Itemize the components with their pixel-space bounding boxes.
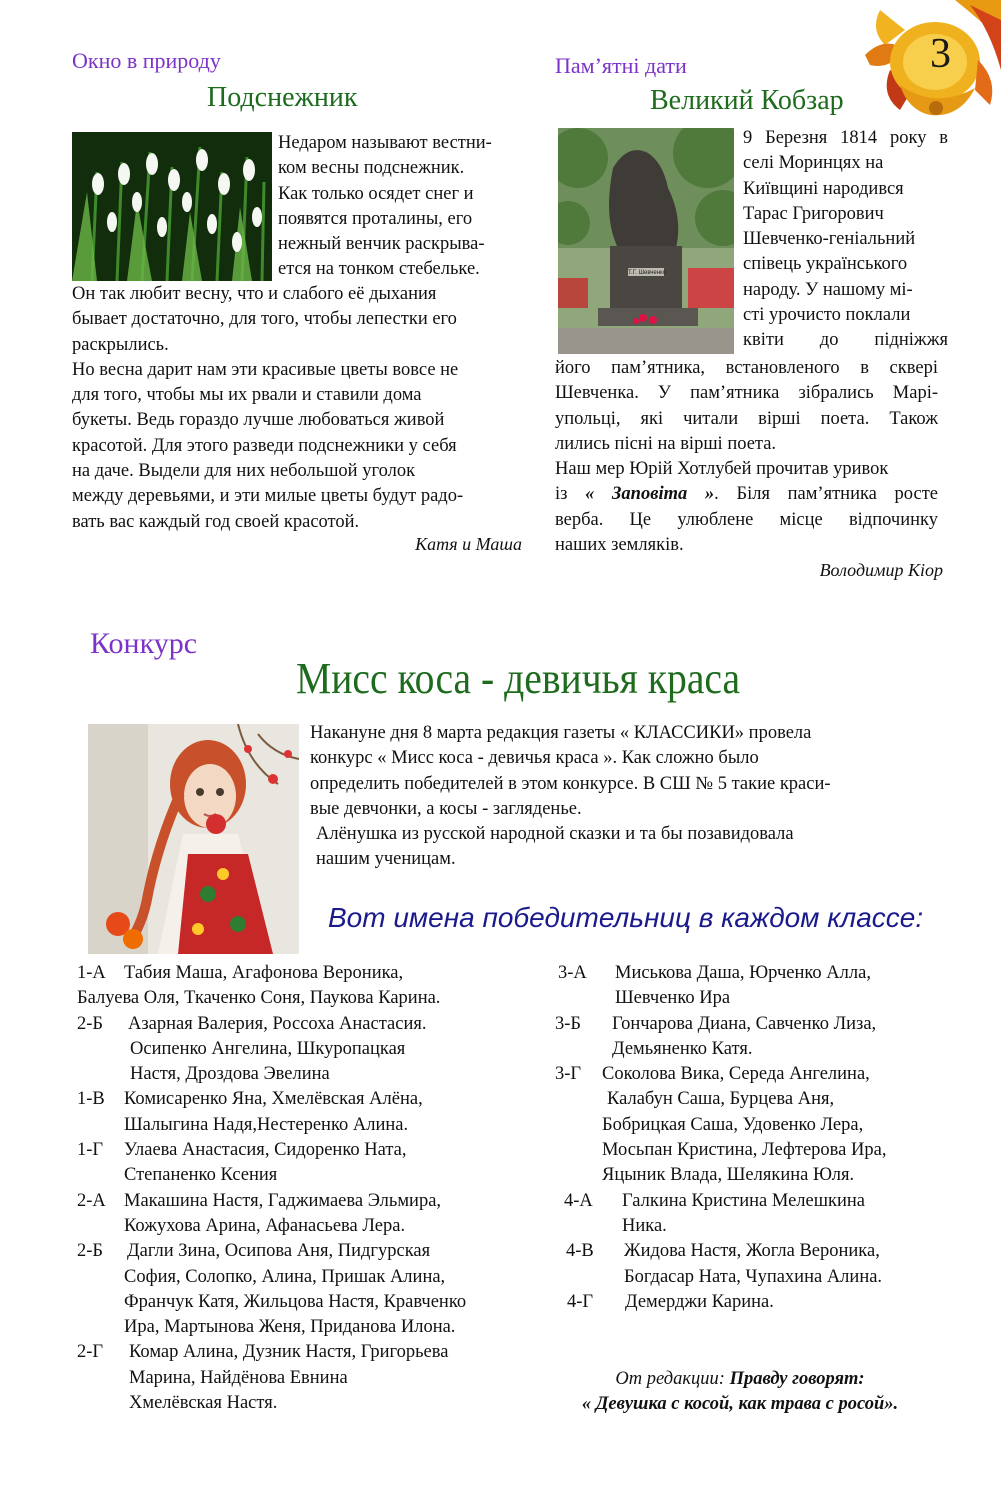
shevchenko-monument-photo <box>558 128 734 354</box>
winner-names-line: Шевченко Ира <box>615 988 731 1009</box>
class-label: 4-Г <box>567 1291 594 1312</box>
winners-heading: Вот имена победительниц в каждом классе: <box>328 902 924 933</box>
proverb: « Девушка с косой, как трава с росой». <box>581 1394 899 1415</box>
zapovit-suffix: . Біля пам’ятника росте <box>714 484 939 505</box>
snowdrop-line: красотой. Для этого разведи подснежники у себя <box>72 435 457 456</box>
winners-row <box>555 1062 945 1188</box>
winner-names-line: Франчук Катя, Жильцова Настя, Кравченко <box>124 1291 467 1312</box>
class-label: 1-В <box>77 1089 105 1110</box>
kobzar-line: наших земляків. <box>555 535 684 556</box>
winner-names-line: Макашина Настя, Гаджимаева Эльмира, <box>124 1190 442 1211</box>
winner-names-line: Осипенко Ангелина, Шкуропацкая <box>130 1038 406 1059</box>
winners-row <box>77 1340 537 1416</box>
contest-alyonushka-line: Алёнушка из русской народной сказки и та бы позавидовала <box>316 824 794 845</box>
winner-names-line: Ира, Мартынова Женя, Приданова Илона. <box>124 1317 456 1338</box>
contest-intro-line: вые девчонки, а косы - загляденье. <box>310 798 582 819</box>
kobzar-line: упольці, які читали вірші поета. Також <box>555 408 938 429</box>
winners-row <box>77 1239 537 1340</box>
winner-names-line: Марина, Найдёнова Евнина <box>129 1367 348 1388</box>
winner-names <box>612 1012 945 1063</box>
class-label: 4-В <box>566 1241 594 1262</box>
snowdrop-line: Недаром называют вестни- <box>278 133 492 153</box>
rubric-contest: Конкурс <box>90 627 198 660</box>
snowdrop-line: ком весны подснежник. <box>278 158 465 179</box>
article-title-snowdrop: Подснежник <box>207 82 358 113</box>
kobzar-line: сті урочисто поклали <box>743 305 911 326</box>
class-label: 3-Г <box>555 1064 582 1085</box>
winner-names-line: Улаева Анастасия, Сидоренко Ната, <box>124 1140 407 1161</box>
winner-names <box>129 1340 537 1416</box>
contest-intro-line: определить победителей в этом конкурсе. В СШ № 5 такие краси- <box>310 773 831 794</box>
winner-names <box>124 1189 537 1240</box>
kobzar-line: Київщині народився <box>743 178 904 199</box>
class-label: 2-А <box>77 1190 106 1211</box>
kobzar-line: народу. У нашому мі- <box>743 279 913 300</box>
winner-names <box>615 961 945 1012</box>
winners-row <box>77 1087 537 1138</box>
winner-names-line: Богдасар Ната, Чупахина Алина. <box>624 1266 883 1287</box>
winner-names-line: Кожухова Арина, Афанасьева Лера. <box>124 1215 406 1236</box>
winner-names-line: Хмелёвская Настя. <box>129 1393 278 1414</box>
winners-list-right <box>555 961 945 1315</box>
class-label: 3-Б <box>555 1013 582 1034</box>
article-title-kobzar: Великий Кобзар <box>650 85 844 116</box>
winner-names <box>622 1189 945 1240</box>
winners-list-left <box>77 961 537 1416</box>
winner-names-line: Настя, Дроздова Эвелина <box>130 1064 330 1085</box>
contest-title: Мисс коса - девичья краса <box>296 654 741 703</box>
kobzar-text-side <box>743 126 948 354</box>
girl-with-braid-illustration <box>88 724 299 954</box>
kobzar-line: лились пісні на вірші поета. <box>555 433 777 454</box>
winner-names-line: Миськова Даша, Юрченко Алла, <box>615 963 871 983</box>
class-label: 2-Б <box>77 1241 104 1262</box>
winners-row <box>555 1290 945 1315</box>
winner-names <box>124 1087 537 1138</box>
snowdrop-line: для того, чтобы мы их рвали и ставили дома <box>72 385 422 406</box>
winner-names-line: Галкина Кристина Мелешкина <box>622 1190 865 1211</box>
winner-names: Демерджи Карина. <box>625 1291 774 1312</box>
winners-row <box>77 1189 537 1240</box>
class-label: 1-А <box>77 963 106 983</box>
winner-names: Табия Маша, Агафонова Вероника, <box>124 963 404 983</box>
contest-intro-line: конкурс « Мисс коса - девичья краса ». Как сложно было <box>310 748 759 769</box>
winners-row <box>77 1012 537 1088</box>
class-label: 3-А <box>558 963 587 983</box>
proverb-line <box>540 1392 940 1417</box>
snowdrop-line: ется на тонком стебельке. <box>278 259 480 280</box>
contest-intro-line: Накануне дня 8 марта редакция газеты « КЛАССИКИ» провела <box>310 723 812 743</box>
winner-names-line: Шалыгина Надя,Нестеренко Алина. <box>124 1114 409 1135</box>
monument-plaque-text: Т.Г. Шевченко <box>628 270 667 276</box>
winner-names-line: Жидова Настя, Жогла Вероника, <box>624 1241 880 1262</box>
editorial-line <box>540 1367 940 1392</box>
winner-names-line: Соколова Вика, Середа Ангелина, <box>602 1064 870 1085</box>
zapovit-title: « Заповіта » <box>585 484 715 505</box>
kobzar-line: квіти до підніжжя <box>743 330 948 351</box>
snowdrop-line: Он так любит весну, что и слабого её дыхания <box>72 284 437 304</box>
winner-names <box>128 1012 537 1088</box>
snowdrop-line: появятся проталины, его <box>278 208 473 229</box>
kobzar-text-full <box>555 356 938 558</box>
class-label: 1-Г <box>77 1140 104 1161</box>
winner-names-line: Комар Алина, Дузник Настя, Григорьева <box>129 1342 449 1363</box>
snowdrop-line: вать вас каждый год своей красотой. <box>72 511 360 532</box>
rubric-dates: Пам’ятні дати <box>555 53 687 78</box>
kobzar-line: селі Моринцях на <box>743 153 884 174</box>
snowdrop-line: Как только осядет снег и <box>278 183 474 204</box>
class-label: 2-Б <box>77 1013 104 1034</box>
signature-kobzar: Володимир Кіор <box>819 560 943 580</box>
winners-row <box>77 1138 537 1189</box>
page-number: 3 <box>930 31 951 77</box>
class-label: 4-А <box>564 1190 593 1211</box>
kobzar-line: Шевченка. У пам’ятника зібрались Марі- <box>555 383 938 404</box>
snowdrop-text-full <box>72 282 527 535</box>
winner-names: Балуева Оля, Ткаченко Соня, Паукова Карина. <box>77 988 441 1009</box>
winner-names-line: Комисаренко Яна, Хмелёвская Алёна, <box>124 1089 423 1110</box>
winner-names <box>124 1239 537 1340</box>
winners-row <box>555 1012 945 1063</box>
snowdrop-line: бывает достаточно, для того, чтобы лепестки его <box>72 309 457 330</box>
zapovit-prefix: із <box>555 484 568 505</box>
winner-names-line: Демьяненко Катя. <box>612 1038 753 1059</box>
kobzar-line: 9 Березня 1814 року в <box>743 128 948 148</box>
snowdrop-line: букеты. Ведь гораздо лучше любоваться живой <box>72 410 445 431</box>
winner-names-line: Степаненко Ксения <box>124 1165 278 1186</box>
kobzar-line: верба. Це улюблене місце відпочинку <box>555 509 938 530</box>
class-label: 2-Г <box>77 1342 104 1363</box>
editorial-note <box>540 1367 940 1418</box>
snowdrop-line: на даче. Выдели для них небольшой уголок <box>72 461 416 482</box>
rubric-nature: Окно в природу <box>72 48 221 73</box>
winner-names <box>124 1138 537 1189</box>
signature-snowdrop: Катя и Маша <box>415 534 522 554</box>
kobzar-line: його пам’ятника, встановленого в сквері <box>555 358 938 378</box>
winners-row <box>555 1189 945 1240</box>
winner-names-line: Азарная Валерия, Россоха Анастасия. <box>128 1013 427 1034</box>
contest-intro <box>310 721 930 873</box>
kobzar-line: Шевченко-геніальний <box>743 229 916 250</box>
snowdrop-line: между деревьями, и эти милые цветы будут радо- <box>72 486 464 507</box>
snowdrop-text-side <box>278 131 528 283</box>
contest-alyonushka-line: нашим ученицам. <box>316 849 456 870</box>
snowdrop-line: раскрылись. <box>72 334 169 355</box>
winner-names-line: Гончарова Диана, Савченко Лиза, <box>612 1013 877 1034</box>
winner-names-line: Калабун Саша, Бурцева Аня, <box>607 1089 835 1110</box>
winner-names-line: Дагли Зина, Осипова Аня, Пидгурская <box>127 1241 431 1262</box>
winner-names-line: Яцыник Влада, Шелякина Юля. <box>602 1165 855 1186</box>
winner-names-line: Бобрицкая Саша, Удовенко Лера, <box>602 1114 864 1135</box>
kobzar-zapovit-line <box>555 482 938 507</box>
winners-row <box>555 961 945 1012</box>
kobzar-mayor-line: Наш мер Юрій Хотлубей прочитав уривок <box>555 459 889 480</box>
editorial-label: От редакции: <box>615 1369 725 1389</box>
winner-names-line: Ника. <box>622 1215 667 1236</box>
kobzar-line: Тарас Григорович <box>743 203 884 224</box>
winner-names-line: Мосьпан Кристина, Лефтерова Ира, <box>602 1140 887 1161</box>
winners-row <box>77 986 537 1011</box>
snowdrop-line: нежный венчик раскрыва- <box>278 234 485 255</box>
winner-names <box>602 1062 945 1188</box>
editorial-phrase: Правду говорят: <box>729 1369 865 1389</box>
snowdrop-line: Но весна дарит нам эти красивые цветы вовсе не <box>72 359 459 380</box>
kobzar-line: співець українського <box>743 254 908 275</box>
winners-row <box>77 961 537 986</box>
winner-names-line: София, Солопко, Алина, Пришак Алина, <box>124 1266 446 1287</box>
winner-names <box>624 1239 945 1290</box>
snowdrop-photo <box>72 132 272 281</box>
winners-row <box>555 1239 945 1290</box>
